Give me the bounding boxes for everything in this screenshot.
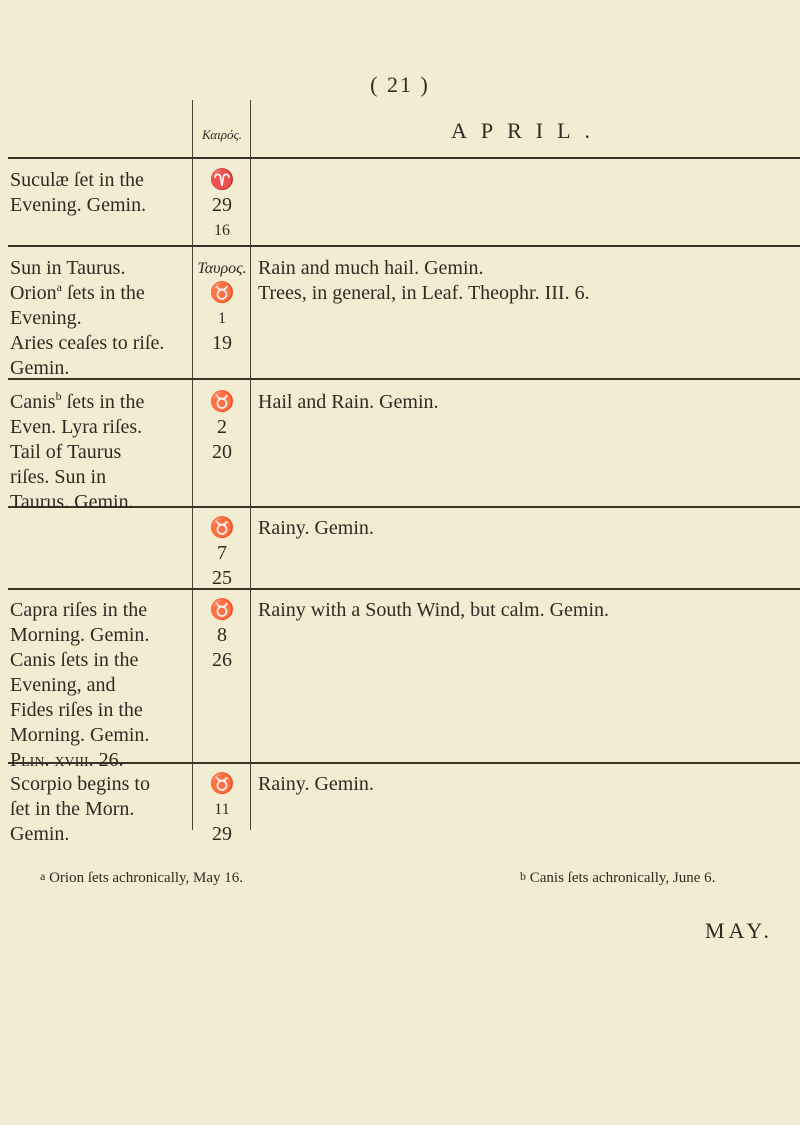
row-rule [8,157,800,159]
footnote-b: $^b$ Canis ſets achronically, June 6. [520,869,716,886]
entry-text-line: riſes. Sun in [10,466,107,488]
header-month: APRIL. [450,118,605,143]
entry-text-line: Even. Lyra riſes. [10,416,143,438]
header-kairos: Καιρός. [202,127,242,142]
weather-line: Trees, in general, in Leaf. Theophr. III. 6. [258,282,590,304]
entry-weather [258,390,798,415]
entry-text-line: Plin. xviii. 26. [10,749,124,771]
entry-date [192,516,252,591]
entry-left [10,390,192,515]
date-new-style: 25 [212,567,232,589]
date-new-style: 20 [212,441,232,463]
zodiac-sign: ♉ [209,282,235,304]
entry-text-line: Aries ceaſes to riſe. [10,332,165,354]
footnote-a: $^a$ Orion ſets achronically, May 16. [40,869,244,886]
zodiac-sign: ♉ [209,773,235,795]
entry-date [192,390,252,465]
zodiac-sign: ♉ [209,517,235,539]
entry-text-line: Scorpio begins to [10,773,150,795]
entry-left [10,598,192,773]
entry-text-line: Capra riſes in the [10,599,148,621]
row-rule [8,245,800,247]
entry-text-line: ſet in the Morn. [10,798,135,820]
entry-weather [258,256,798,306]
entry-date [192,772,252,847]
date-new-style: 19 [212,332,232,354]
page-number: ( 21 ) [370,72,430,97]
weather-line: Rainy. Gemin. [258,773,374,795]
zodiac-sign: ♉ [209,391,235,413]
entry-left [10,256,192,381]
date-new-style: 29 [212,823,232,845]
date-old-style: 11 [214,801,230,818]
entry-text-line: Sun in Taurus. [10,257,126,279]
catchword: MAY. [705,918,773,943]
date-old-style: 2 [217,416,227,438]
weather-line: Rainy with a South Wind, but calm. Gemin. [258,599,610,621]
row-rule [8,588,800,590]
entry-text-line: Evening. Gemin. [10,194,147,216]
entry-text-line: Gemin. [10,357,70,379]
entry-weather [258,598,798,623]
entry-weather [258,516,798,541]
date-new-style: 16 [214,222,230,239]
entry-left [10,168,192,218]
entry-text-line: Tail of Taurus [10,441,122,463]
entry-text-line: Fides riſes in the [10,699,143,721]
date-old-style: 8 [217,624,227,646]
entry-text-line: Canis$^b$ ſets in the [10,389,145,413]
entry-text-line: Suculæ ſet in the [10,169,144,191]
entry-text-line: Taurus. Gemin. [10,491,134,513]
entry-left [10,772,192,847]
date-old-style: 29 [212,194,232,216]
entry-text-line: Canis ſets in the [10,649,139,671]
entry-text-line: Orion$^a$ ſets in the [10,280,145,304]
entry-text-line: Evening. [10,307,82,329]
date-new-style: 26 [212,649,232,671]
footnote-ref: b [55,389,62,403]
entry-text-line: Morning. Gemin. [10,724,150,746]
date-old-style: 7 [217,542,227,564]
date-old-style: 1 [218,310,226,327]
footnote-ref: a [56,280,62,294]
entry-text-line: Morning. Gemin. [10,624,150,646]
entry-weather [258,772,798,797]
weather-line: Rain and much hail. Gemin. [258,257,484,279]
zodiac-sign: ♈ [209,169,235,191]
entry-text-line: Gemin. [10,823,70,845]
weather-line: Hail and Rain. Gemin. [258,391,439,413]
zodiac-sign: ♉ [209,599,235,621]
entry-date [192,598,252,673]
entry-text-line: Evening, and [10,674,116,696]
weather-line: Rainy. Gemin. [258,517,374,539]
entry-date [192,168,252,243]
zodiac-greek: Ταυρος. [197,260,247,277]
entry-date [192,256,252,356]
